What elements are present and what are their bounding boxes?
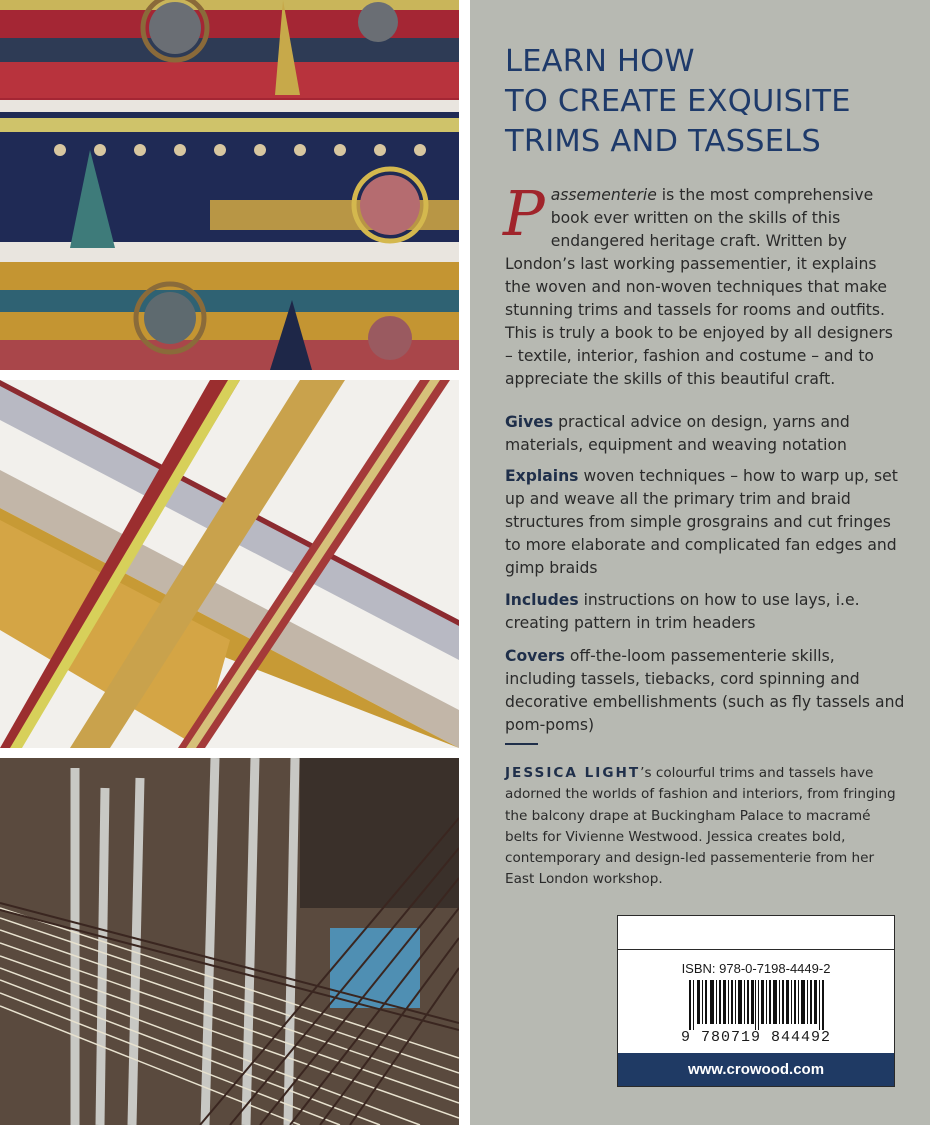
feature-lead: Explains (505, 467, 579, 485)
feature-lead: Covers (505, 647, 565, 665)
isbn-label: ISBN: 978-0-7198-4449-2 (681, 961, 831, 976)
drop-cap: P (503, 177, 545, 250)
author-bio-text: ’s colourful trims and tassels have adorned the worlds of fashion and interiors, from fringing the balcony drape at Buckingham Palace to macramé belts for Vivienne Westwood. Jessica creates bold, contemporary and design-led passementerie from her East London workshop. (505, 765, 896, 888)
headline (505, 42, 915, 162)
section-divider (505, 743, 538, 745)
loom-warp-photo (0, 758, 459, 1125)
barcode-box (617, 915, 895, 1087)
feature-gives (505, 411, 905, 457)
feature-text: instructions on how to use lays, i.e. creating pattern in trim headers (505, 591, 860, 632)
barcode-icon (689, 980, 825, 1030)
feature-lead: Gives (505, 413, 554, 431)
price-line (618, 949, 894, 950)
feature-lead: Includes (505, 591, 579, 609)
tassel-trims-photo (0, 0, 459, 370)
feature-text: off-the-loom passementerie skills, including tassels, tiebacks, cord spinning and decorative embellishments (such as fly tassels and pom-poms) (505, 647, 905, 734)
photo-column (0, 0, 459, 1125)
headline-line-1: LEARN HOW (505, 44, 695, 79)
headline-line-3: TRIMS AND TASSELS (505, 124, 821, 159)
publisher-website[interactable]: www.crowood.com (618, 1053, 894, 1086)
gimp-braids-photo (0, 380, 459, 748)
headline-line-2: TO CREATE EXQUISITE (505, 84, 851, 119)
intro-paragraph (503, 177, 905, 391)
feature-explains (505, 465, 905, 580)
feature-text: woven techniques – how to warp up, set up and weave all the primary trim and braid structures from simple grosgrains and cut fringes to more elaborate and complicated fan edges and gimp braids (505, 467, 898, 577)
feature-covers (505, 645, 905, 737)
intro-title-word: assementerie (550, 186, 657, 204)
intro-text: is the most comprehensive book ever written on the skills of this endangered heritage craft. Written by London’s last working passementier, it explains the woven and non-woven techniques that make stunning trims and tassels for rooms and outfits. This is truly a book to be enjoyed by all designers – textile, interior, fashion and costume – and to appreciate the skills of this beautiful craft. (505, 186, 893, 388)
back-cover-panel (470, 0, 930, 1125)
feature-text: practical advice on design, yarns and materials, equipment and weaving notation (505, 413, 850, 454)
author-bio (505, 763, 900, 891)
gutter (459, 0, 470, 1125)
author-name: JESSICA LIGHT (505, 765, 641, 781)
barcode-digits: 9 780719 844492 (680, 1029, 832, 1046)
feature-includes (505, 589, 905, 635)
